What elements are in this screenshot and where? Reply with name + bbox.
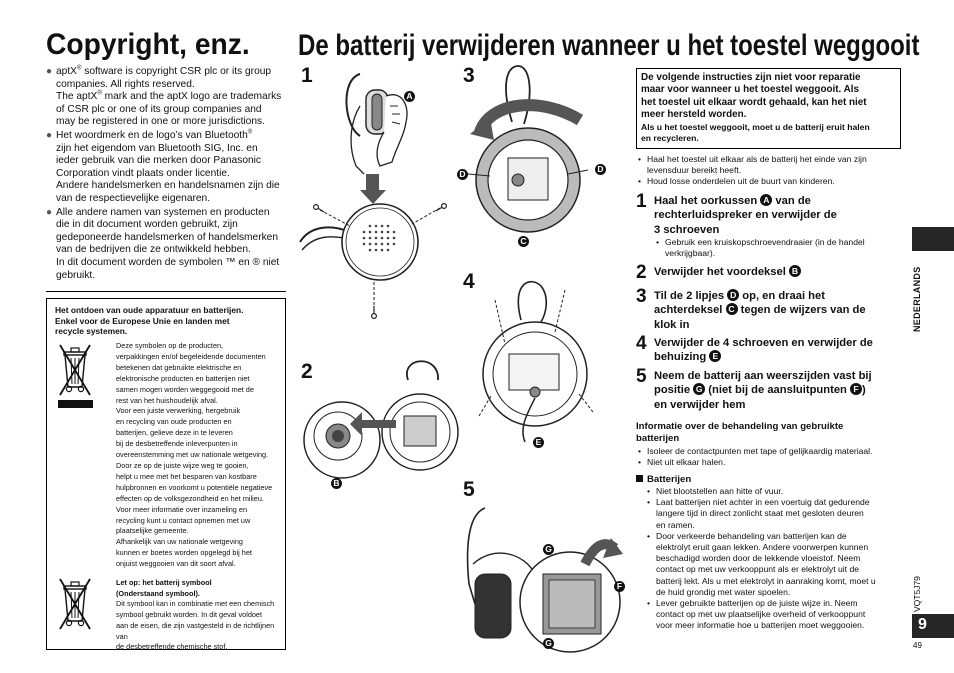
figure-3-illustration [460, 62, 610, 252]
step-3: 3 Til de 2 lipjes D op, en draai het achterdeksel C tegen de wijzers van de klok in [636, 286, 866, 331]
figure-4-illustration [475, 282, 615, 442]
crossed-bin-icon-battery [57, 573, 95, 631]
language-label: NEDERLANDS [912, 266, 922, 332]
copyright-section [46, 66, 290, 283]
figure-1-number: 1 [301, 64, 313, 87]
figure-3-number: 3 [463, 64, 475, 87]
marker-g-bottom: G [543, 638, 554, 649]
figure-2-illustration [300, 360, 470, 480]
crossed-bin-icon [57, 339, 95, 397]
page-number: 9 [912, 614, 954, 638]
square-bullet-icon [636, 475, 643, 482]
warning-box: De volgende instructies zijn niet voor reparatie maar voor wanneer u het toestel weggooit. Als het toestel uit elkaar wordt gehaald, kan het niet meer hersteld worden. Als u het toestel weggooit, moet u de batterij eruit halen en recycleren. [636, 68, 901, 149]
figure-4-number: 4 [463, 270, 475, 293]
step-2: 2 Verwijder het voordeksel B [636, 265, 908, 279]
figure-5-number: 5 [463, 478, 475, 501]
marker-f: F [614, 581, 625, 592]
step-4: 4 Verwijder de 4 schroeven en verwijder de behuizing E [636, 333, 873, 364]
batteries-bullets: • Niet blootstellen aan hitte of vuur. • Laat batterijen niet achter in een voertuig dat gedurende langere tijd in direct zonlicht staat met gesloten deuren en ramen. • Door verkeerde behandeling van batterijen kan de elektrolyt eruit gaan lekken. Andere voorwerpen kunnen beschadigd worden door de lekkende vloeistof. Neem contact op met uw verkooppunt als er elektrolyt uit de batterij lekt. Als u met elektrolyt in aanraking komt, moet u de huid grondig met water spoelen. • Lever gebruikte batterijen op de juiste wijze in. Neem contact op met uw plaatselijke overheid of verkooppunt voor meer informatie hoe u batterijen moet weggooien. [645, 486, 907, 632]
figure-5-illustration [465, 504, 625, 654]
language-tab [912, 227, 954, 251]
marker-g-top: G [543, 544, 554, 555]
marker-d-left: D [457, 169, 468, 180]
marker-b: B [331, 478, 342, 489]
disposal-text: Deze symbolen op de producten, verpakkingen en/of begeleidende documenten betekenen dat gebruikte elektrische en elektronische producten en batterijen niet samen mogen worden weggegooid met de rest van het huishoudelijk afval. Voor een juiste verwerking, hergebruik en recycling van oude producten en batterijen, gelieve deze in te leveren bij de desbetreffende inleverpunten in overeenstemming met uw nationale wetgeving. Door ze op de juiste wijze weg te gooien, helpt u mee met het besparen van kostbare hulpbronnen en voorkomt u potentiële negatieve effecten op de volksgezondheid en het milieu. Voor meer informatie over inzameling en recycling kunt u contact opnemen met uw plaatselijke gemeente. Afhankelijk van uw nationale wetgeving kunnen er boetes worden opgelegd bij het onjuist weggooien van dit soort afval. [116, 341, 273, 569]
intro-bullets [636, 154, 904, 188]
page-title-battery-removal: De batterij verwijderen wanneer u het toestel weggooit [298, 29, 920, 62]
battery-symbol-text: Let op: het batterij symbool (Onderstaand symbool). Dit symbool kan in combinatie met een chemisch symbool gebruikt worden. In dit geval voldoet aan de eisen, die zijn vastgesteld in de richtlijnen van de desbetreffende chemische stof. [116, 578, 275, 652]
intro-bullet: • Houd losse onderdelen uit de buurt van kinderen. [636, 176, 904, 187]
step-1: 1 Haal het oorkussen A van de rechterluidspreker en verwijder de 3 schroeven • Gebruik een kruiskopschroevendraaier (in de handel verkrijgbaar). [636, 194, 908, 260]
disposal-heading: Het ontdoen van oude apparatuur en batterijen. Enkel voor de Europese Unie en landen met recycle systemen. [55, 305, 244, 336]
step-5: 5 Neem de batterij aan weerszijden vast bij positie G (niet bij de aansluitpunten F ) en verwijder hem [636, 366, 872, 411]
page-title-copyright: Copyright, enz. [46, 28, 250, 61]
copyright-bullet-other: ● Alle andere namen van systemen en producten die in dit document worden gebruikt, zijn gedeponeerde handelsmerken of handelsmerken van de bedrijven die ze ontwikkeld hebben. In dit document worden de symbolen ™ en ® niet gebruikt. [46, 206, 280, 281]
black-bar-marker [58, 400, 93, 408]
marker-e: E [533, 437, 544, 448]
intro-bullet: • Haal het toestel uit elkaar als de batterij het einde van zijn levensduur bereikt heeft. [636, 154, 904, 176]
disposal-notice [46, 298, 286, 650]
copyright-bullet-aptx: ● aptX® software is copyright CSR plc or its group companies. All rights reserved. The aptX® mark and the aptX logo are trademarks of CSR plc or one of its group companies and may be registered in one or more jurisdictions. [46, 65, 282, 128]
batteries-heading: Batterijen [636, 474, 691, 485]
page-number-small: 49 [913, 641, 922, 650]
figure-1-illustration [300, 66, 470, 326]
marker-c: C [518, 236, 529, 247]
battery-info-bullets: • Isoleer de contactpunten met tape of gelijkaardig materiaal. • Niet uit elkaar halen. [636, 446, 904, 468]
copyright-bullet-bluetooth: ● Het woordmerk en de logo’s van Bluetooth® zijn het eigendom van Bluetooth SIG, Inc. en ieder gebruik van die merken door Panasonic Corporation vindt plaats onder licentie. Andere handelsmerken en handelsnamen zijn die van de respectievelijke eigenaren. [46, 129, 280, 204]
marker-a: A [404, 91, 415, 102]
marker-d-right: D [595, 164, 606, 175]
battery-info-heading: Informatie over de behandeling van gebruikte batterijen [636, 421, 844, 444]
figure-2-number: 2 [301, 360, 313, 383]
document-code: VQT5J79 [912, 576, 922, 612]
section-divider [46, 291, 286, 292]
